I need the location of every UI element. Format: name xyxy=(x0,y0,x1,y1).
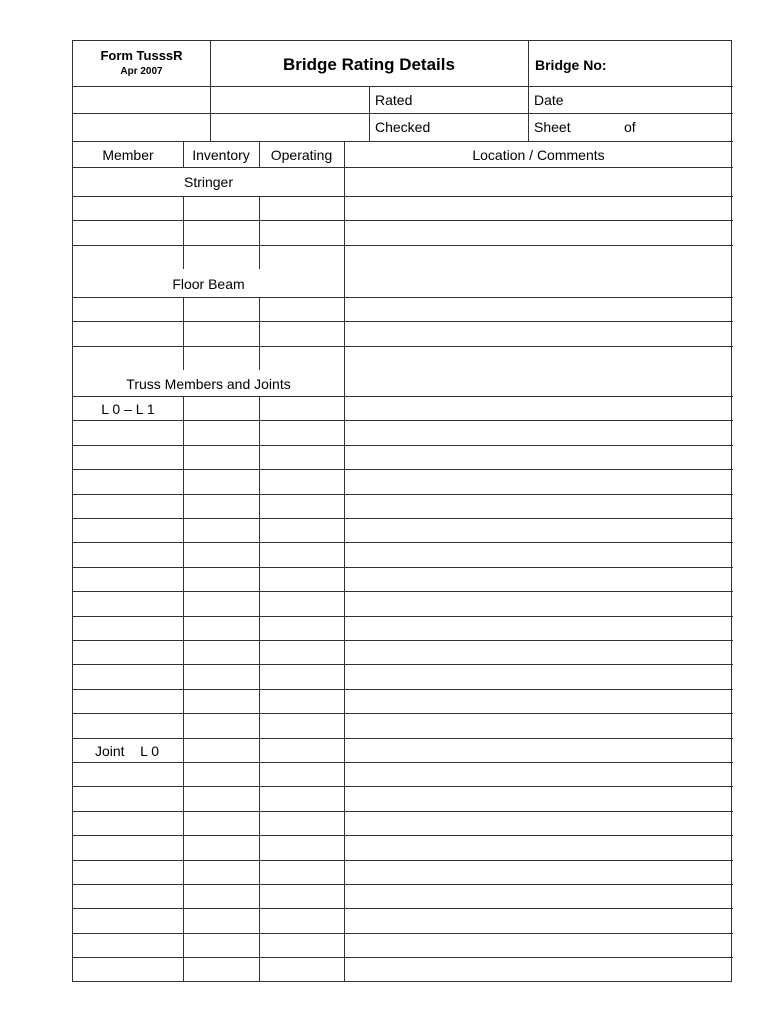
member-cell[interactable] xyxy=(73,420,183,444)
operating-cell[interactable] xyxy=(259,567,344,591)
form-date: Apr 2007 xyxy=(120,66,163,77)
location-cell[interactable] xyxy=(344,884,733,908)
operating-cell[interactable] xyxy=(259,220,344,244)
section-floor-beam: Floor Beam xyxy=(172,276,245,292)
header-field[interactable] xyxy=(210,113,369,141)
location-cell[interactable] xyxy=(344,420,733,444)
member-cell[interactable] xyxy=(73,469,183,493)
location-cell[interactable] xyxy=(344,494,733,518)
location-cell[interactable] xyxy=(344,835,733,859)
location-cell[interactable] xyxy=(344,518,733,542)
member-cell[interactable] xyxy=(73,786,183,810)
form-name: Form TusssR xyxy=(100,48,183,63)
operating-cell[interactable] xyxy=(259,420,344,444)
location-cell[interactable] xyxy=(344,370,733,396)
member-cell[interactable] xyxy=(73,908,183,932)
member-cell[interactable] xyxy=(73,196,183,220)
operating-cell[interactable] xyxy=(259,689,344,713)
inventory-cell[interactable] xyxy=(183,884,259,908)
operating-cell[interactable] xyxy=(259,591,344,615)
operating-cell[interactable] xyxy=(259,957,344,981)
inventory-cell[interactable] xyxy=(183,933,259,957)
row-label-joint-l0: Joint L 0 xyxy=(95,743,160,759)
inventory-cell[interactable] xyxy=(183,738,259,762)
operating-cell[interactable] xyxy=(259,297,344,321)
operating-cell[interactable] xyxy=(259,196,344,220)
operating-cell[interactable] xyxy=(259,713,344,737)
grid-line xyxy=(259,141,260,167)
member-cell[interactable] xyxy=(73,616,183,640)
inventory-cell[interactable] xyxy=(183,664,259,688)
location-cell[interactable] xyxy=(344,220,733,244)
rated-label: Rated xyxy=(375,92,413,108)
member-cell[interactable] xyxy=(73,346,183,370)
header-field[interactable] xyxy=(73,113,210,141)
location-cell[interactable] xyxy=(344,567,733,591)
location-cell[interactable] xyxy=(344,321,733,345)
member-cell[interactable] xyxy=(73,689,183,713)
inventory-cell[interactable] xyxy=(183,762,259,786)
location-cell[interactable] xyxy=(344,860,733,884)
location-cell[interactable] xyxy=(344,445,733,469)
inventory-cell[interactable] xyxy=(183,835,259,859)
of-label: of xyxy=(624,119,636,135)
operating-cell[interactable] xyxy=(259,245,344,269)
member-cell[interactable] xyxy=(73,640,183,664)
operating-cell[interactable] xyxy=(259,908,344,932)
inventory-cell[interactable] xyxy=(183,567,259,591)
member-cell[interactable] xyxy=(73,297,183,321)
section-stringer: Stringer xyxy=(183,174,234,190)
inventory-cell[interactable] xyxy=(183,494,259,518)
location-cell[interactable] xyxy=(344,811,733,835)
member-cell[interactable] xyxy=(73,542,183,566)
inventory-cell[interactable] xyxy=(183,860,259,884)
row-label-l0-l1: L 0 – L 1 xyxy=(101,401,155,417)
column-header-location: Location / Comments xyxy=(472,147,605,163)
location-cell[interactable] xyxy=(344,346,733,370)
form-title: Bridge Rating Details xyxy=(283,55,455,74)
inventory-cell[interactable] xyxy=(183,297,259,321)
location-cell[interactable] xyxy=(344,616,733,640)
location-cell[interactable] xyxy=(344,269,733,297)
member-cell[interactable] xyxy=(73,518,183,542)
member-cell[interactable] xyxy=(73,567,183,591)
operating-cell[interactable] xyxy=(259,346,344,370)
header-divider xyxy=(73,141,733,142)
inventory-cell[interactable] xyxy=(183,713,259,737)
location-cell[interactable] xyxy=(344,591,733,615)
inventory-cell[interactable] xyxy=(183,640,259,664)
operating-cell[interactable] xyxy=(259,518,344,542)
inventory-cell[interactable] xyxy=(183,220,259,244)
member-cell[interactable] xyxy=(73,957,183,981)
location-cell[interactable] xyxy=(344,664,733,688)
column-header-member: Member xyxy=(102,147,154,163)
grid-line xyxy=(183,141,184,167)
inventory-cell[interactable] xyxy=(183,616,259,640)
location-cell[interactable] xyxy=(344,542,733,566)
operating-cell[interactable] xyxy=(259,542,344,566)
location-cell[interactable] xyxy=(344,786,733,810)
inventory-cell[interactable] xyxy=(183,396,259,420)
date-label: Date xyxy=(534,92,564,108)
operating-cell[interactable] xyxy=(259,762,344,786)
rating-form xyxy=(72,40,732,982)
location-cell[interactable] xyxy=(344,469,733,493)
inventory-cell[interactable] xyxy=(183,957,259,981)
member-cell[interactable] xyxy=(73,664,183,688)
operating-cell[interactable] xyxy=(259,786,344,810)
member-cell[interactable] xyxy=(73,591,183,615)
location-cell[interactable] xyxy=(344,738,733,762)
inventory-cell[interactable] xyxy=(183,420,259,444)
operating-cell[interactable] xyxy=(259,494,344,518)
location-cell[interactable] xyxy=(344,245,733,269)
location-cell[interactable] xyxy=(344,908,733,932)
inventory-cell[interactable] xyxy=(183,321,259,345)
operating-cell[interactable] xyxy=(259,884,344,908)
operating-cell[interactable] xyxy=(259,835,344,859)
inventory-cell[interactable] xyxy=(183,786,259,810)
checked-label: Checked xyxy=(375,119,431,135)
section-truss: Truss Members and Joints xyxy=(126,376,291,392)
inventory-cell[interactable] xyxy=(183,542,259,566)
location-cell[interactable] xyxy=(344,933,733,957)
member-cell[interactable] xyxy=(73,811,183,835)
member-cell[interactable] xyxy=(73,933,183,957)
inventory-cell[interactable] xyxy=(183,518,259,542)
operating-cell[interactable] xyxy=(259,664,344,688)
member-cell[interactable] xyxy=(73,762,183,786)
member-cell[interactable] xyxy=(73,245,183,269)
bridge-no-label: Bridge No: xyxy=(535,57,607,73)
location-cell[interactable] xyxy=(344,396,733,420)
operating-cell[interactable] xyxy=(259,933,344,957)
location-cell[interactable] xyxy=(344,713,733,737)
header-col-divider xyxy=(528,41,529,141)
inventory-cell[interactable] xyxy=(183,811,259,835)
member-cell[interactable] xyxy=(73,835,183,859)
column-header-operating: Operating xyxy=(270,147,333,163)
inventory-cell[interactable] xyxy=(183,346,259,370)
location-cell[interactable] xyxy=(344,196,733,220)
member-cell[interactable] xyxy=(73,860,183,884)
inventory-cell[interactable] xyxy=(183,469,259,493)
operating-cell[interactable] xyxy=(259,321,344,345)
member-cell[interactable] xyxy=(73,713,183,737)
operating-cell[interactable] xyxy=(259,640,344,664)
location-cell[interactable] xyxy=(344,957,733,981)
member-cell[interactable] xyxy=(73,494,183,518)
location-cell[interactable] xyxy=(344,167,733,196)
member-cell[interactable] xyxy=(73,220,183,244)
operating-cell[interactable] xyxy=(259,860,344,884)
operating-cell[interactable] xyxy=(259,396,344,420)
location-cell[interactable] xyxy=(344,297,733,321)
sheet-label: Sheet xyxy=(534,119,571,135)
location-cell[interactable] xyxy=(344,762,733,786)
member-cell[interactable] xyxy=(73,884,183,908)
location-cell[interactable] xyxy=(344,689,733,713)
inventory-cell[interactable] xyxy=(183,908,259,932)
member-cell[interactable] xyxy=(73,321,183,345)
grid-line xyxy=(344,141,345,167)
header-field[interactable] xyxy=(210,86,369,113)
inventory-cell[interactable] xyxy=(183,445,259,469)
bridge-no-field[interactable] xyxy=(613,41,731,86)
operating-cell[interactable] xyxy=(259,469,344,493)
column-header-inventory: Inventory xyxy=(192,147,250,163)
location-cell[interactable] xyxy=(344,640,733,664)
header-col-divider xyxy=(369,86,370,141)
operating-cell[interactable] xyxy=(259,811,344,835)
operating-cell[interactable] xyxy=(259,738,344,762)
operating-cell[interactable] xyxy=(259,445,344,469)
header-field[interactable] xyxy=(73,86,210,113)
inventory-cell[interactable] xyxy=(183,689,259,713)
operating-cell[interactable] xyxy=(259,616,344,640)
inventory-cell[interactable] xyxy=(183,591,259,615)
inventory-cell[interactable] xyxy=(183,196,259,220)
inventory-cell[interactable] xyxy=(183,245,259,269)
member-cell[interactable] xyxy=(73,445,183,469)
